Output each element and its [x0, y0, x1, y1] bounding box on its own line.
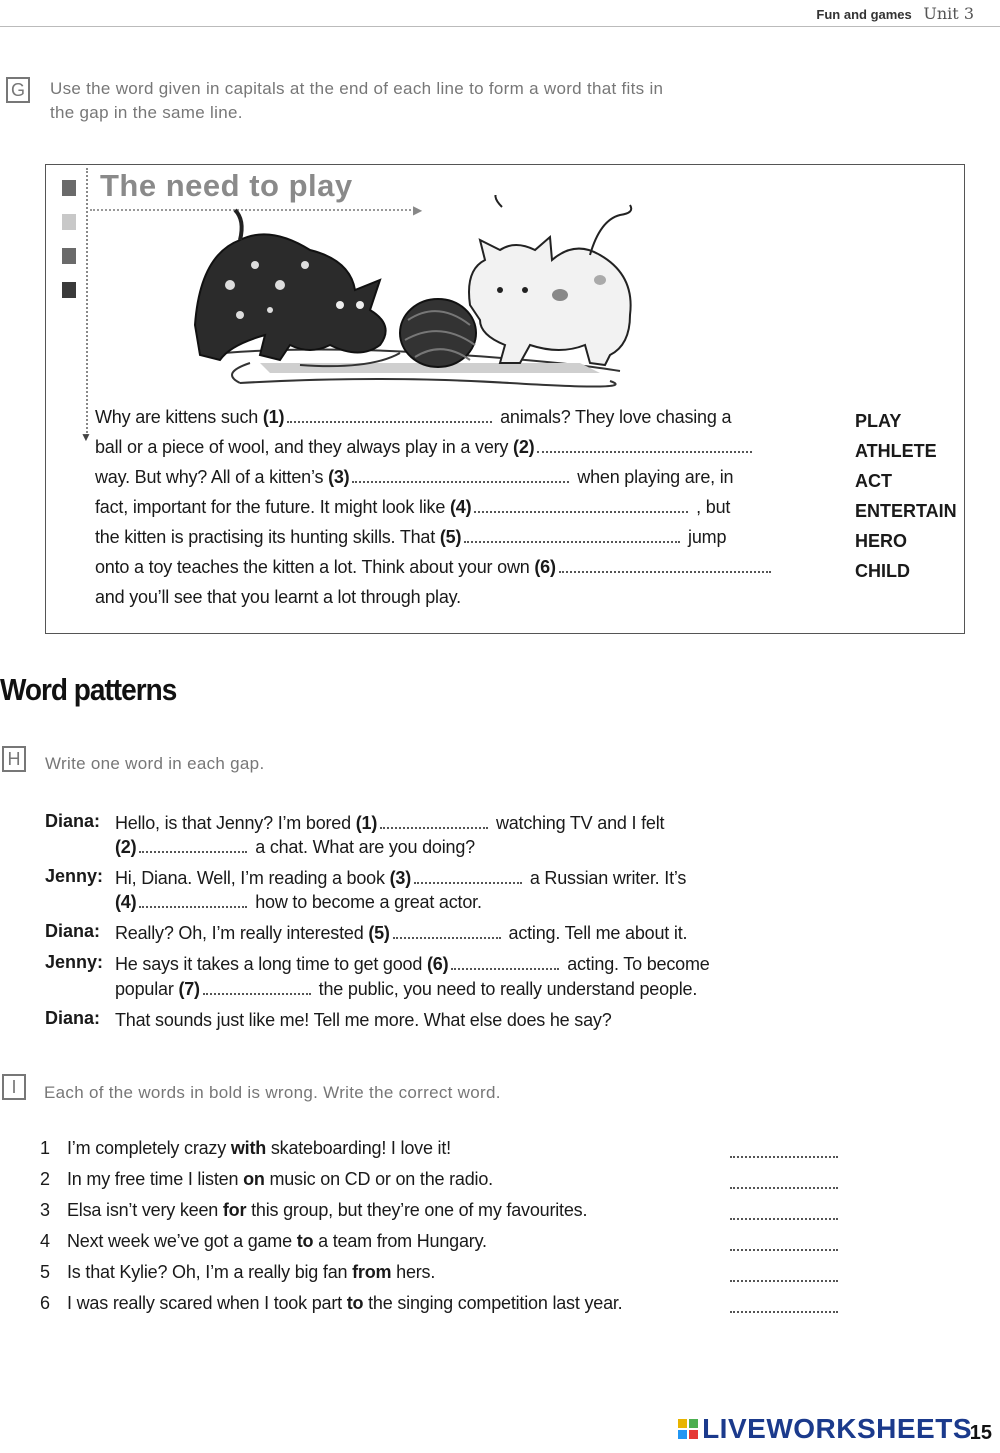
page-number: 15 [969, 1422, 992, 1444]
reading-line-3: way. But why? All of a kitten’s (3) when playing are, in [95, 467, 734, 487]
dialog-line-4b: popular (7) the public, you need to really understand people. [115, 979, 698, 999]
task-g-letter: G [6, 77, 30, 103]
dialog-gap-2[interactable] [139, 839, 247, 853]
task-i-list [40, 1138, 860, 1324]
keyword-5: HERO [855, 531, 908, 551]
watermark-text: LIVEWORKSHEETS [702, 1413, 972, 1444]
header-rule [0, 26, 1000, 27]
dialog-gap-3[interactable] [414, 870, 522, 884]
speaker-jenny-2: Jenny: [45, 952, 104, 972]
keyword-3: ACT [855, 471, 892, 491]
keyword-1: PLAY [855, 411, 902, 431]
dialog-line-3: Really? Oh, I’m really interested (5) acting. Tell me about it. [115, 923, 688, 943]
dialog-line-1b: (2) a chat. What are you doing? [115, 837, 475, 857]
dialog-line-2b: (4) how to become a great actor. [115, 892, 482, 912]
task-h-instruction: Write one word in each gap. [45, 754, 265, 773]
gap-2[interactable] [537, 439, 752, 453]
answer-line-3[interactable] [730, 1218, 838, 1220]
list-item: 1 I’m completely crazy with skateboarding! I love it! [40, 1138, 860, 1169]
task-i-letter: I [2, 1074, 26, 1100]
answer-line-2[interactable] [730, 1187, 838, 1189]
reading-line-1: Why are kittens such (1) animals? They love chasing a [95, 407, 732, 427]
page-header [816, 4, 974, 23]
dotted-guide-vertical [86, 168, 88, 436]
keyword-4: ENTERTAIN [855, 501, 957, 521]
dialog-gap-1[interactable] [380, 815, 488, 829]
list-item: 2 In my free time I listen on music on CD or on the radio. [40, 1169, 860, 1200]
task-g-instruction [50, 77, 663, 125]
dialog-line-2: Hi, Diana. Well, I’m reading a book (3) a Russian writer. It’s [115, 868, 687, 888]
header-unit: Unit 3 [923, 4, 974, 23]
light-kitten-icon [469, 195, 631, 365]
task-g-instruction-line-2: the gap in the same line. [50, 103, 243, 122]
list-item: 6 I was really scared when I took part to the singing competition last year. [40, 1293, 860, 1324]
list-item: 4 Next week we’ve got a game to a team from Hungary. [40, 1231, 860, 1262]
keyword-2: ATHLETE [855, 441, 937, 461]
reading-line-4: fact, important for the future. It might look like (4) , but [95, 497, 731, 517]
speaker-jenny-1: Jenny: [45, 866, 104, 886]
gap-3[interactable] [352, 469, 569, 483]
dialog-gap-4[interactable] [139, 894, 247, 908]
gap-1[interactable] [287, 409, 492, 423]
task-i-instruction: Each of the words in bold is wrong. Write the correct word. [44, 1083, 501, 1102]
gap-4[interactable] [474, 499, 688, 513]
reading-line-2: ball or a piece of wool, and they always play in a very (2) [95, 437, 755, 458]
speaker-diana-3: Diana: [45, 1008, 101, 1028]
arrow-down-icon: ▼ [80, 430, 92, 444]
gap-5[interactable] [464, 529, 680, 543]
kittens-illustration [180, 195, 650, 395]
dialog-line-1: Hello, is that Jenny? I’m bored (1) watching TV and I felt [115, 813, 665, 833]
speaker-diana-2: Diana: [45, 921, 101, 941]
reading-title: The need to play [100, 168, 353, 203]
answer-line-5[interactable] [730, 1280, 838, 1282]
task-g-instruction-line-1: Use the word given in capitals at the end of each line to form a word that fits in [50, 79, 664, 98]
liveworksheets-logo[interactable] [678, 1413, 972, 1445]
logo-grid-icon [678, 1419, 698, 1439]
answer-line-4[interactable] [730, 1249, 838, 1251]
section-heading: Word patterns [0, 672, 177, 707]
dark-kitten-icon [195, 210, 386, 360]
reading-line-6: onto a toy teaches the kitten a lot. Think about your own (6) [95, 557, 774, 578]
task-h-letter: H [2, 746, 26, 772]
answer-line-6[interactable] [730, 1311, 838, 1313]
keyword-6: CHILD [855, 561, 910, 581]
arrow-right-icon: ▶ [413, 203, 423, 217]
reading-line-5: the kitten is practising its hunting skills. That (5) jump [95, 527, 727, 547]
dialog-gap-5[interactable] [393, 925, 501, 939]
dialog-line-4: He says it takes a long time to get good (6) acting. To become [115, 954, 710, 974]
dialog-gap-6[interactable] [451, 956, 559, 970]
gap-6[interactable] [559, 559, 771, 573]
answer-line-1[interactable] [730, 1156, 838, 1158]
list-item: 3 Elsa isn’t very keen for this group, but they’re one of my favourites. [40, 1200, 860, 1231]
header-section-title: Fun and games [816, 7, 912, 22]
dialog-line-5: That sounds just like me! Tell me more. What else does he say? [115, 1010, 612, 1030]
speaker-diana-1: Diana: [45, 811, 101, 831]
dialog-gap-7[interactable] [203, 981, 311, 995]
reading-line-7: and you’ll see that you learnt a lot through play. [95, 587, 461, 607]
list-item: 5 Is that Kylie? Oh, I’m a really big fan from hers. [40, 1262, 860, 1293]
side-squares [62, 180, 76, 316]
